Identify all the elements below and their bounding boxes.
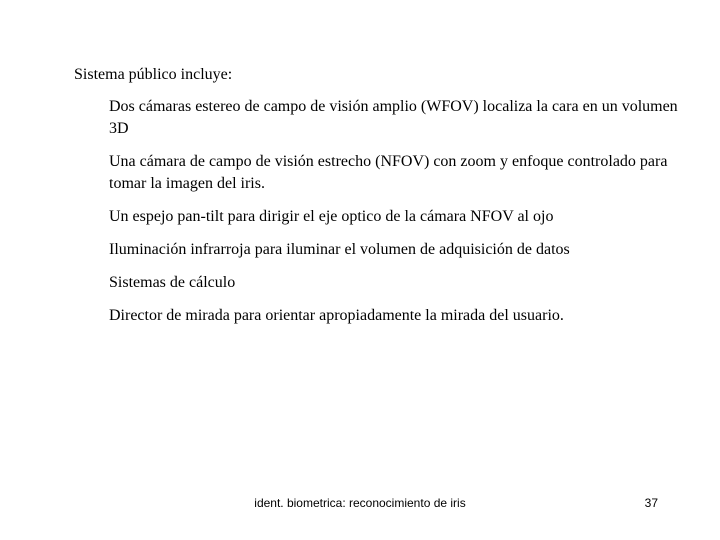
slide-heading: Sistema público incluye: [74,66,233,83]
bullet-item: Dos cámaras estereo de campo de visión amplio (WFOV) localiza la cara en un volumen 3D [109,98,678,137]
bullet-list [109,96,679,327]
bullet-item: Director de mirada para orientar apropiadamente la mirada del usuario. [109,307,564,324]
bullet-item: Sistemas de cálculo [109,274,236,291]
bullet-item: Una cámara de campo de visión estrecho (NFOV) con zoom y enfoque controlado para tomar la imagen del iris. [109,153,668,192]
slide-footer: ident. biometrica: reconocimiento de iris [254,496,466,510]
bullet-item: Un espejo pan-tilt para dirigir el eje optico de la cámara NFOV al ojo [109,208,554,225]
bullet-item: Iluminación infrarroja para iluminar el volumen de adquisición de datos [109,241,570,258]
page-number: 37 [644,496,658,510]
